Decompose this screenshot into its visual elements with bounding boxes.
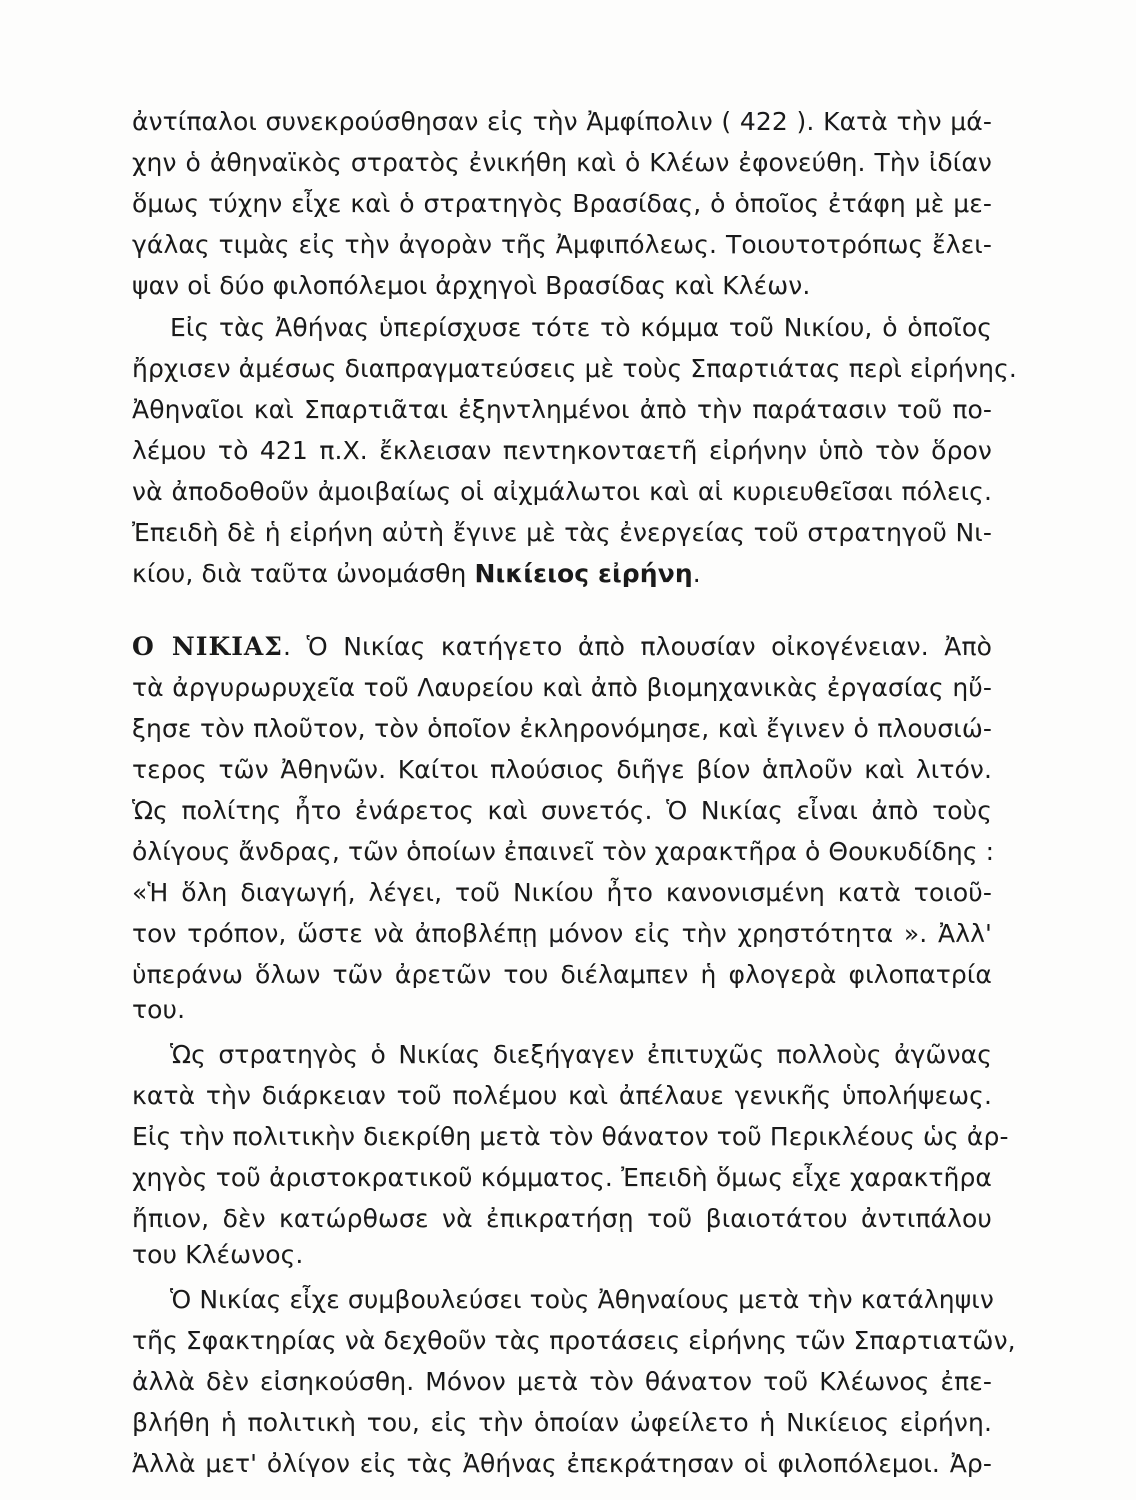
text-fragment: . — [692, 559, 701, 588]
text-line: Ὁ Νικίας εἶχε συμβουλεύσει τοὺς Ἀθηναίους μετὰ τὴν κατάληψιν — [170, 1285, 994, 1314]
text-line: νὰ ἀποδοθοῦν ἀμοιβαίως οἱ αἰχμάλωτοι καὶ αἱ κυριευθεῖσαι πόλεις. — [132, 477, 992, 506]
text-line — [132, 629, 992, 665]
text-fragment: . Ὁ Νικίας κατήγετο ἀπὸ πλουσίαν οἰκογένειαν. Ἀπὸ — [282, 632, 993, 661]
text-line: Ἀθηναῖοι καὶ Σπαρτιᾶται ἐξηντλημένοι ἀπὸ τὴν παράτασιν τοῦ πο- — [132, 395, 992, 424]
text-line: κατὰ τὴν διάρκειαν τοῦ πολέμου καὶ ἀπέλαυε γενικῆς ὑπολήψεως. — [132, 1081, 992, 1110]
text-line: ὅμως τύχην εἶχε καὶ ὁ στρατηγὸς Βρασίδας, ὁ ὁποῖος ἐτάφη μὲ με- — [132, 189, 992, 218]
text-line: τον τρόπον, ὥστε νὰ ἀποβλέπῃ μόνον εἰς τὴν χρηστότητα ». Ἀλλ' — [132, 919, 992, 948]
text-line: Ἀλλὰ μετ' ὀλίγον εἰς τὰς Ἀθήνας ἐπεκράτησαν οἱ φιλοπόλεμοι. Ἀρ- — [132, 1449, 992, 1478]
text-line: του. — [132, 995, 186, 1024]
text-line: τερος τῶν Ἀθηνῶν. Καίτοι πλούσιος διῆγε βίον ἁπλοῦν καὶ λιτόν. — [132, 755, 992, 784]
text-line: βλήθη ἡ πολιτικὴ του, εἰς τὴν ὁποίαν ὠφείλετο ἡ Νικίειος εἰρήνη. — [132, 1408, 992, 1437]
key-term: Νικίειος εἰρήνη — [474, 559, 693, 588]
text-line: ὀλίγους ἄνδρας, τῶν ὁποίων ἐπαινεῖ τὸν χαρακτῆρα ὁ Θουκυδίδης : — [132, 837, 995, 866]
text-line: ἤπιον, δὲν κατώρθωσε νὰ ἐπικρατήσῃ τοῦ βιαιοτάτου ἀντιπάλου — [132, 1204, 992, 1233]
text-line: Ὡς στρατηγὸς ὁ Νικίας διεξήγαγεν ἐπιτυχῶς πολλοὺς ἀγῶνας — [170, 1040, 992, 1069]
text-line: του Κλέωνος. — [132, 1240, 304, 1269]
text-line: Εἰς τὰς Ἀθήνας ὑπερίσχυσε τότε τὸ κόμμα τοῦ Νικίου, ὁ ὁποῖος — [170, 313, 992, 342]
text-line: ἀντίπαλοι συνεκρούσθησαν εἰς τὴν Ἀμφίπολιν ( 422 ). Κατὰ τὴν μά- — [132, 107, 992, 136]
text-line: τὰ ἀργυρωρυχεῖα τοῦ Λαυρείου καὶ ἀπὸ βιομηχανικὰς ἐργασίας ηὔ- — [132, 673, 992, 702]
text-line: Εἰς τὴν πολιτικὴν διεκρίθη μετὰ τὸν θάνατον τοῦ Περικλέους ὡς ἀρ- — [132, 1122, 1009, 1151]
text-line: λέμου τὸ 421 π.Χ. ἔκλεισαν πεντηκονταετῆ εἰρήνην ὑπὸ τὸν ὅρον — [132, 436, 992, 465]
text-line: Ὡς πολίτης ἦτο ἐνάρετος καὶ συνετός. Ὁ Νικίας εἶναι ἀπὸ τοὺς — [132, 796, 992, 825]
text-line: Ἐπειδὴ δὲ ἡ εἰρήνη αὐτὴ ἔγινε μὲ τὰς ἐνεργείας τοῦ στρατηγοῦ Νι- — [132, 518, 992, 547]
text-line: ξησε τὸν πλοῦτον, τὸν ὁποῖον ἐκληρονόμησε, καὶ ἔγινεν ὁ πλουσιώ- — [132, 714, 992, 743]
text-line: ἀλλὰ δὲν εἰσηκούσθη. Μόνον μετὰ τὸν θάνατον τοῦ Κλέωνος ἐπε- — [132, 1367, 992, 1396]
text-line: γάλας τιμὰς εἰς τὴν ἀγορὰν τῆς Ἀμφιπόλεως. Τοιουτοτρόπως ἔλει- — [132, 230, 992, 259]
text-fragment: κίου, διὰ ταῦτα ὠνομάσθη — [132, 559, 475, 588]
section-heading: Ο ΝΙΚΙΑΣ — [132, 632, 283, 661]
text-line: ἤρχισεν ἀμέσως διαπραγματεύσεις μὲ τοὺς Σπαρτιάτας περὶ εἰρήνης. — [132, 354, 1017, 383]
text-line: χηγὸς τοῦ ἀριστοκρατικοῦ κόμματος. Ἐπειδὴ ὅμως εἶχε χαρακτῆρα — [132, 1163, 992, 1192]
text-line: ψαν οἱ δύο φιλοπόλεμοι ἀρχηγοὶ Βρασίδας καὶ Κλέων. — [132, 271, 811, 300]
text-line: ὑπεράνω ὅλων τῶν ἀρετῶν του διέλαμπεν ἡ φλογερὰ φιλοπατρία — [132, 960, 992, 989]
text-line: χην ὁ ἀθηναϊκὸς στρατὸς ἐνικήθη καὶ ὁ Κλέων ἐφονεύθη. Τὴν ἰδίαν — [132, 148, 992, 177]
text-line: «Ἡ ὅλη διαγωγή, λέγει, τοῦ Νικίου ἦτο κανονισμένη κατὰ τοιοῦ- — [132, 878, 992, 907]
text-line: τῆς Σφακτηρίας νὰ δεχθοῦν τὰς προτάσεις εἰρήνης τῶν Σπαρτιατῶν, — [132, 1326, 1016, 1355]
text-line — [132, 556, 701, 592]
